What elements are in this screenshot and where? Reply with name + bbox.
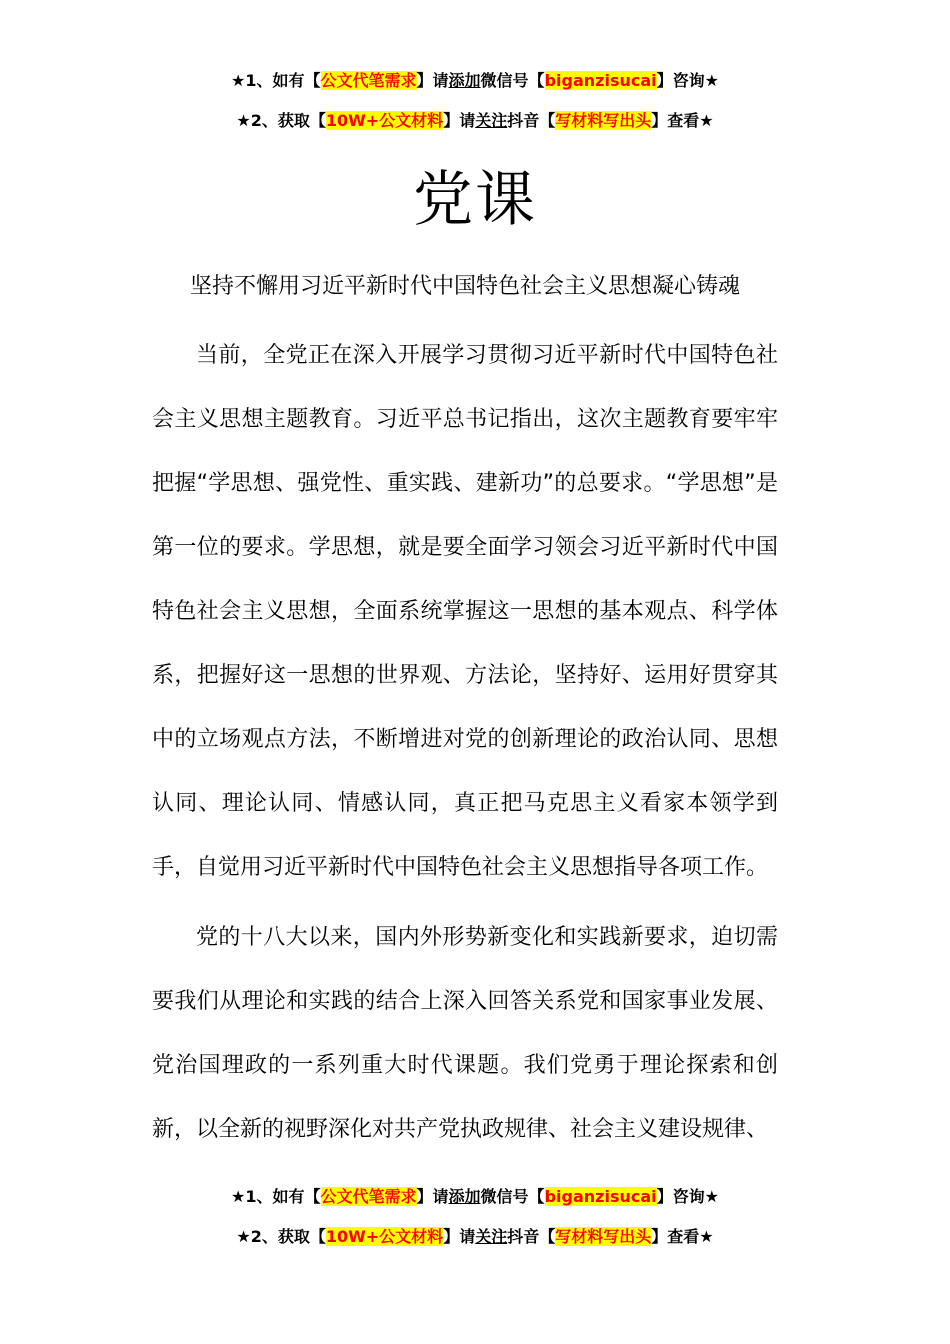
banner-highlight: 10W+公文材料	[325, 1227, 444, 1246]
banner-underlined-text: 关注	[475, 1227, 508, 1246]
banner-underlined-text: 添加	[448, 1187, 481, 1206]
document-title: 党课	[413, 165, 537, 235]
banner-text: 】请	[416, 1187, 449, 1206]
banner-text: 】请	[443, 111, 476, 130]
banner-text: 】查看★	[651, 1227, 714, 1246]
body-paragraph: 当前，全党正在深入开展学习贯彻习近平新时代中国特色社会主义思想主题教育。习近平总书记指出，这次主题教育要牢牢把握“学思想、强党性、重实践、建新功”的总要求。“学思想”是第一位的要求。学思想，就是要全面学习领会习近平新时代中国特色社会主义思想，全面系统掌握这一思想的基本观点、科学体系，把握好这一思想的世界观、方法论，坚持好、运用好贯穿其中的立场观点方法，不断增进对党的创新理论的政治认同、思想认同、理论认同、情感认同，真正把马克思主义看家本领学到手，自觉用习近平新时代中国特色社会主义思想指导各项工作。	[152, 343, 778, 880]
banner-text: 】请	[443, 1227, 476, 1246]
banner-text: 微信号【	[480, 71, 545, 90]
banner-text: 微信号【	[480, 1187, 545, 1206]
bottom-banner-line-1	[0, 1186, 950, 1208]
top-banner-line-2	[0, 110, 950, 132]
banner-highlight: 公文代笔需求	[320, 71, 417, 90]
banner-highlight: biganzisucai	[544, 71, 657, 90]
banner-text: 抖音【	[507, 1227, 556, 1246]
banner-highlight: 写材料写出头	[555, 111, 652, 130]
body-paragraph: 党的十八大以来，国内外形势新变化和实践新要求，迫切需要我们从理论和实践的结合上深入回答关系党和国家事业发展、党治国理政的一系列重大时代课题。我们党勇于理论探索和创新，以全新的视野深化对共产党执政规律、社会主义建设规律、	[152, 925, 778, 1142]
banner-highlight: 10W+公文材料	[325, 111, 444, 130]
banner-underlined-text: 添加	[448, 71, 481, 90]
banner-text: 】咨询★	[656, 71, 719, 90]
banner-highlight: 公文代笔需求	[320, 1187, 417, 1206]
banner-text: ★1、如有【	[231, 1187, 321, 1206]
top-banner-line-1	[0, 70, 950, 92]
banner-highlight: 写材料写出头	[555, 1227, 652, 1246]
document-subtitle: 坚持不懈用习近平新时代中国特色社会主义思想凝心铸魂	[189, 274, 740, 299]
banner-text: 】咨询★	[656, 1187, 719, 1206]
bottom-banner-line-2	[0, 1226, 950, 1248]
banner-underlined-text: 关注	[475, 111, 508, 130]
banner-highlight: biganzisucai	[544, 1187, 657, 1206]
banner-text: ★1、如有【	[231, 71, 321, 90]
banner-text: 抖音【	[507, 111, 556, 130]
banner-text: ★2、获取【	[236, 111, 326, 130]
banner-text: ★2、获取【	[236, 1227, 326, 1246]
banner-text: 】请	[416, 71, 449, 90]
banner-text: 】查看★	[651, 111, 714, 130]
